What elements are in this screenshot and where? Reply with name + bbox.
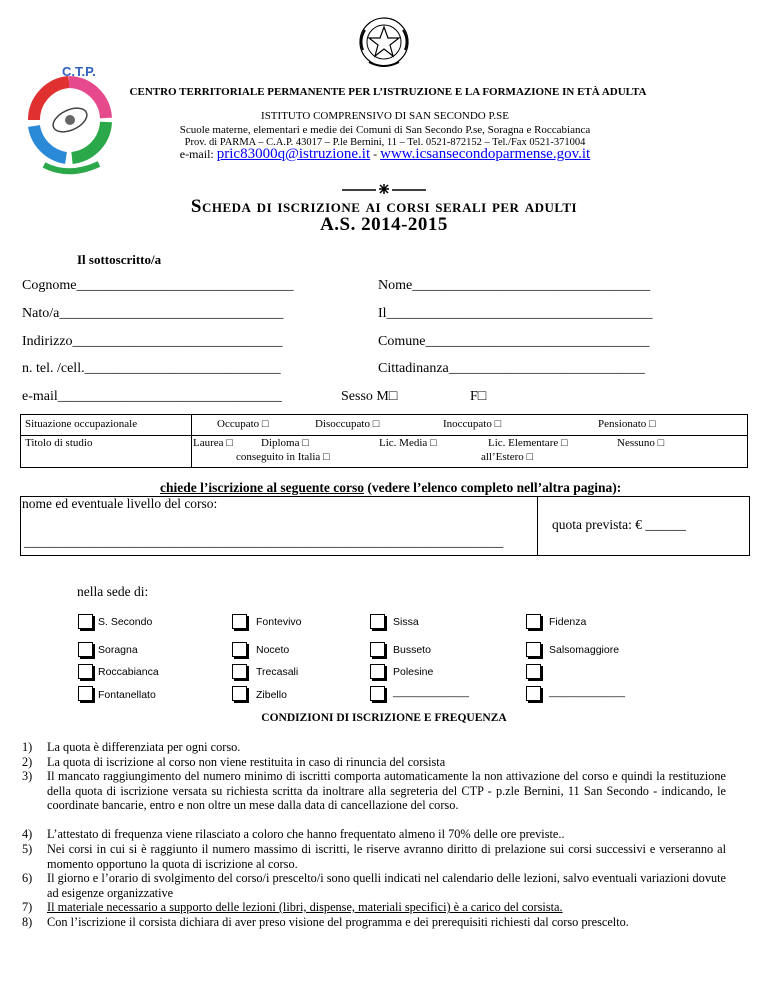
occupato-option[interactable]: Occupato □ xyxy=(217,418,269,430)
sede-checkbox-8[interactable] xyxy=(78,664,93,679)
titolo-label: Titolo di studio xyxy=(25,437,93,449)
sede-checkbox-13[interactable] xyxy=(232,686,247,701)
disoccupato-option[interactable]: Disoccupato □ xyxy=(315,418,380,430)
inoccupato-option[interactable]: Inoccupato □ xyxy=(443,418,502,430)
sede-checkbox-10[interactable] xyxy=(370,664,385,679)
sede-checkbox-14[interactable] xyxy=(370,686,385,701)
sede-checkbox-11[interactable] xyxy=(526,664,541,679)
condizione-item: 8) Con l’iscrizione il corsista dichiara di aver preso visione del programma e dei prerequisiti richiesti dal corso prescelto. xyxy=(22,915,629,929)
sede-checkbox-5[interactable] xyxy=(232,642,247,657)
email-link[interactable]: pric83000q@istruzione.it xyxy=(216,146,371,162)
sesso-m-checkbox[interactable]: Sesso M□ xyxy=(341,389,398,404)
corso-label: nome ed eventuale livello del corso: xyxy=(22,496,218,511)
header-ctp: CENTRO TERRITORIALE PERMANENTE PER L’ISTRUZIONE E LA FORMAZIONE IN ETÀ ADULTA xyxy=(129,86,647,98)
condizione-item: 3) Il mancato raggiungimento del numero minimo di iscritti comporta automaticamente la non attivazione del corso e quindi la restituzione della quota di iscrizione versata su richiesta scritta da inoltrare alla segreteria del CTP - p.zle Bernini, 11 San Secondo - indicando, le coordinate bancarie, entro e non oltre un mese dalla data di cancellazione del corso. xyxy=(22,769,726,813)
sede-label-1: Fontevivo xyxy=(256,616,302,628)
quota-field[interactable]: quota prevista: € ______ xyxy=(552,517,686,532)
header-prov: Prov. di PARMA – C.A.P. 43017 – P.le Bernini, 11 – Tel. 0521-872152 – Tel./Fax 0521-371004 xyxy=(184,137,586,148)
page-subtitle: A.S. 2014-2015 xyxy=(320,214,448,235)
page-title: Scheda di iscrizione ai corsi serali per adulti xyxy=(190,196,578,217)
estero-option[interactable]: all’Estero □ xyxy=(481,451,534,463)
republic-emblem-icon xyxy=(355,12,413,72)
indirizzo-field[interactable]: Indirizzo______________________________ xyxy=(22,334,283,349)
sede-checkbox-0[interactable] xyxy=(78,614,93,629)
condizione-item: 5) Nei corsi in cui si è raggiunto il numero massimo di iscritti, le riserve avranno diritto di prelazione sui corsi successivi e verseranno al momento opportuno la quota di iscrizione al corso. xyxy=(22,842,726,871)
sesso-f-checkbox[interactable]: F□ xyxy=(470,389,487,404)
data-nascita-field[interactable]: Il______________________________________ xyxy=(378,306,653,321)
sede-label-2: Sissa xyxy=(393,616,419,628)
nome-field[interactable]: Nome__________________________________ xyxy=(378,278,651,293)
nessuno-option[interactable]: Nessuno □ xyxy=(617,437,665,449)
sede-checkbox-1[interactable] xyxy=(232,614,247,629)
condizione-item: 7) Il materiale necessario a supporto delle lezioni (libri, dispense, materiali specifici) è a carico del corsista. xyxy=(22,900,563,914)
comune-field[interactable]: Comune________________________________ xyxy=(378,334,650,349)
situazione-label: Situazione occupazionale xyxy=(25,418,138,430)
sede-label-3: Fidenza xyxy=(549,616,587,628)
sottoscritto-label: Il sottoscritto/a xyxy=(77,252,162,267)
header-scuole: Scuole materne, elementari e medie dei Comuni di San Secondo P.se, Soragna e Roccabianca xyxy=(179,124,591,136)
contacts-separator: - xyxy=(373,147,378,161)
sede-checkbox-2[interactable] xyxy=(370,614,385,629)
website-link[interactable]: www.icsansecondoparmense.gov.it xyxy=(380,146,591,162)
email-field[interactable]: e-mail________________________________ xyxy=(22,389,282,404)
sede-checkbox-9[interactable] xyxy=(232,664,247,679)
pensionato-option[interactable]: Pensionato □ xyxy=(598,418,656,430)
sede-label-0: S. Secondo xyxy=(98,616,153,628)
diploma-option[interactable]: Diploma □ xyxy=(261,437,309,449)
cittadinanza-field[interactable]: Cittadinanza____________________________ xyxy=(378,361,645,376)
cognome-field[interactable]: Cognome_______________________________ xyxy=(22,278,294,293)
sede-label-14[interactable]: _____________ xyxy=(393,686,469,698)
sede-label: nella sede di: xyxy=(77,584,149,599)
sede-label-13: Zibello xyxy=(256,689,287,701)
sede-label-8: Roccabianca xyxy=(98,666,159,678)
sede-label-4: Soragna xyxy=(98,644,138,656)
email-label: e-mail: xyxy=(179,147,214,161)
sede-checkbox-3[interactable] xyxy=(526,614,541,629)
italia-option[interactable]: conseguito in Italia □ xyxy=(236,451,330,463)
sede-label-12: Fontanellato xyxy=(98,689,156,701)
sede-checkbox-7[interactable] xyxy=(526,642,541,657)
sede-checkbox-15[interactable] xyxy=(526,686,541,701)
condizione-item: 1) La quota è differenziata per ogni corso. xyxy=(22,740,241,754)
sede-checkbox-6[interactable] xyxy=(370,642,385,657)
sede-label-6: Busseto xyxy=(393,644,431,656)
sede-label-9: Trecasali xyxy=(256,666,299,678)
telefono-field[interactable]: n. tel. /cell.____________________________ xyxy=(22,361,281,376)
nato-field[interactable]: Nato/a________________________________ xyxy=(22,306,284,321)
sede-label-5: Noceto xyxy=(256,644,290,656)
condizione-item: 6) Il giorno e l’orario di svolgimento del corso/i prescelto/i sono quelli indicati nel calendario delle lezioni, salvo eventuali variazioni dovute ad esigenze organizzative xyxy=(22,871,726,900)
sede-label-10: Polesine xyxy=(393,666,434,678)
condizione-item: 2) La quota di iscrizione al corso non viene restituita in caso di rinuncia del corsista xyxy=(22,755,446,769)
header-istituto: ISTITUTO COMPRENSIVO DI SAN SECONDO P.SE xyxy=(261,110,509,122)
sede-label-7: Salsomaggiore xyxy=(549,644,620,656)
corso-input-line[interactable]: _______________________________________________________________________ xyxy=(24,534,504,549)
licmedia-option[interactable]: Lic. Media □ xyxy=(379,437,437,449)
ornament-divider xyxy=(342,184,426,194)
laurea-option[interactable]: Laurea □ xyxy=(193,437,233,449)
condizione-item: 4) L’attestato di frequenza viene rilasciato a coloro che hanno frequentato almeno il 70% delle ore previste.. xyxy=(22,827,565,841)
ctp-logo-icon xyxy=(14,60,124,180)
occupazione-table xyxy=(20,414,748,468)
sede-label-15[interactable]: _____________ xyxy=(549,686,625,698)
sede-checkbox-4[interactable] xyxy=(78,642,93,657)
licelem-option[interactable]: Lic. Elementare □ xyxy=(488,437,568,449)
header-contacts xyxy=(140,146,630,163)
chiede-label: chiede l’iscrizione al seguente corso (vedere l’elenco completo nell’altra pagina): xyxy=(160,480,622,495)
logo-text: C.T.P. xyxy=(62,64,96,79)
sede-checkbox-12[interactable] xyxy=(78,686,93,701)
condizioni-title: CONDIZIONI DI ISCRIZIONE E FREQUENZA xyxy=(261,712,507,724)
